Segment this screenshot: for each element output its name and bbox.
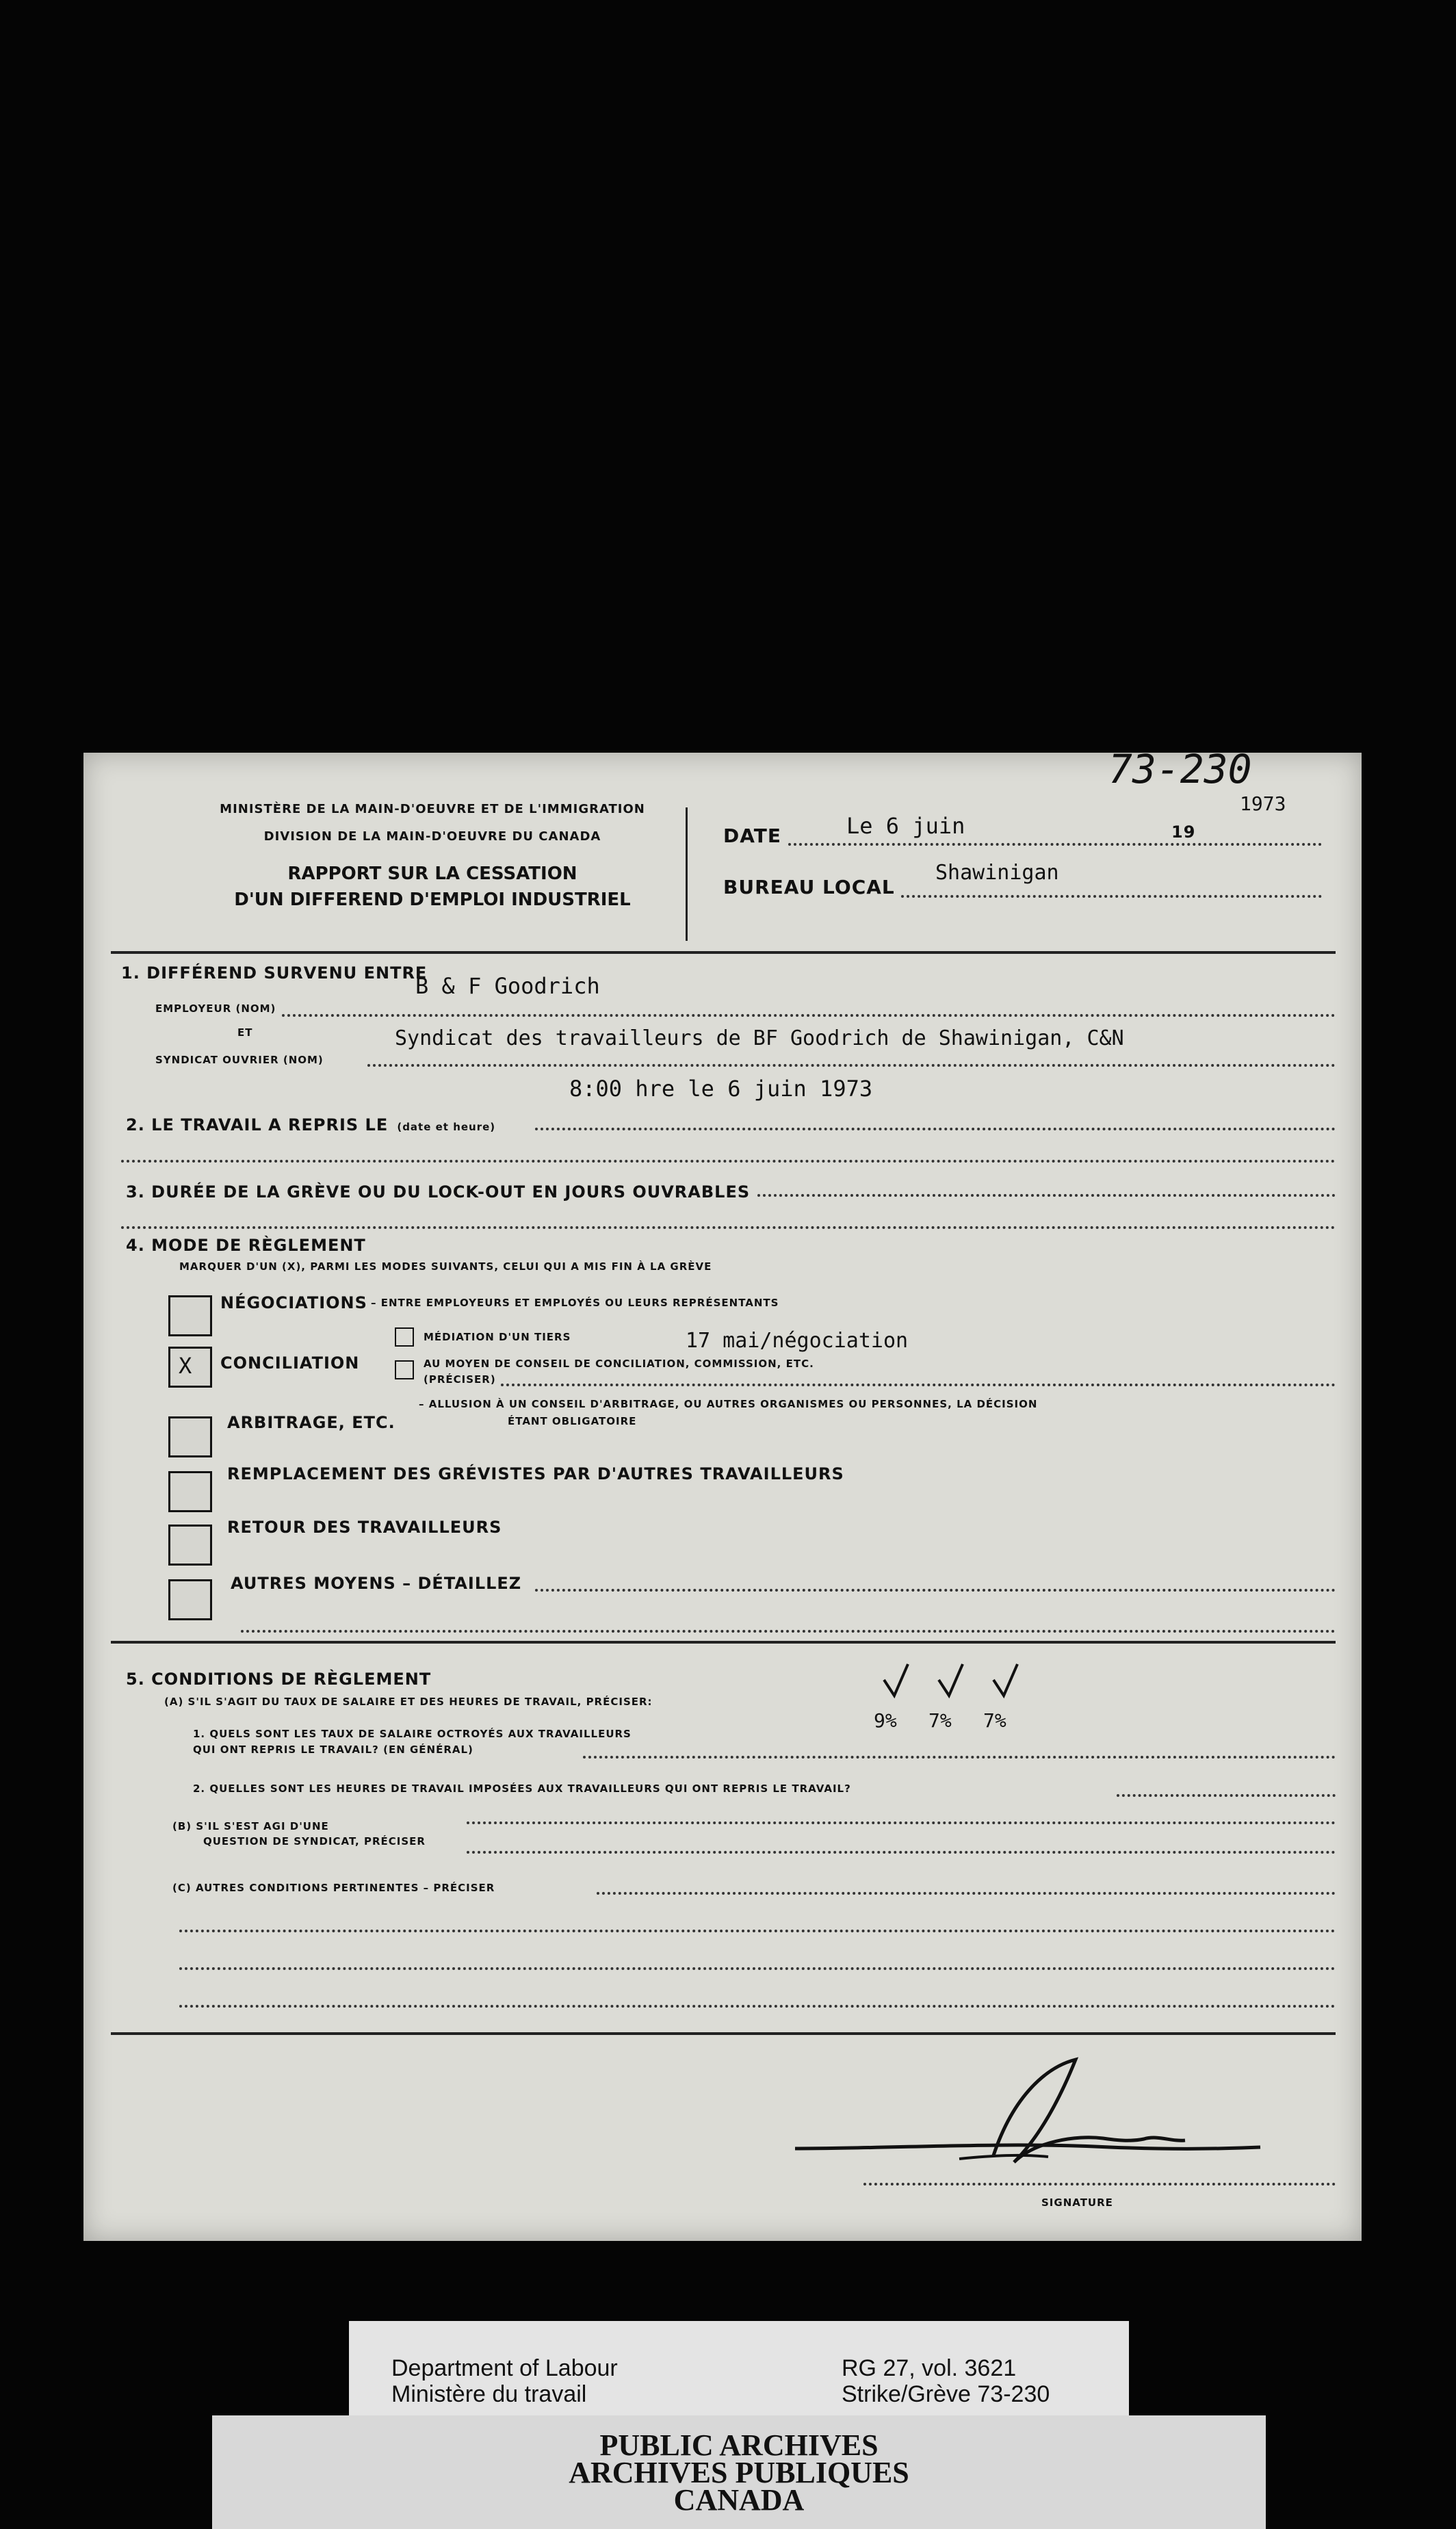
archive-stamp (212, 2415, 1266, 2529)
negociations-label: NÉGOCIATIONS (220, 1293, 367, 1312)
section5-a-line: (A) S'IL S'AGIT DU TAUX DE SALAIRE ET DES HEURES DE TRAVAIL, PRÉCISER: (164, 1696, 653, 1708)
c-line-d (179, 2005, 1336, 2008)
report-form (83, 753, 1362, 2241)
bottom-rule (111, 2032, 1336, 2035)
stamp-line-2: ARCHIVES PUBLIQUES (569, 2456, 909, 2489)
autres-line-2 (241, 1630, 1336, 1633)
conseil-line (501, 1384, 1336, 1386)
duration-line (757, 1194, 1336, 1197)
ministry-line-2: DIVISION DE LA MAIN-D'OEUVRE DU CANADA (263, 829, 601, 844)
preciser-label: (PRÉCISER) (424, 1373, 496, 1386)
q1-line-2: QUI ONT REPRIS LE TRAVAIL? (EN GÉNÉRAL) (193, 1743, 473, 1756)
q1-line (583, 1756, 1336, 1759)
conciliation-note[interactable]: 17 mai/négociation (686, 1329, 909, 1353)
q1-line-1: 1. QUELS SONT LES TAUX DE SALAIRE OCTROYÉS AUX TRAVAILLEURS (193, 1728, 632, 1740)
section4-title: 4. MODE DE RÈGLEMENT (126, 1236, 366, 1255)
signature-label: SIGNATURE (1041, 2196, 1113, 2209)
checkmark-icon (939, 1664, 963, 1696)
employer-label: EMPLOYEUR (NOM) (155, 1002, 276, 1015)
rate-2[interactable]: 7% (928, 1709, 952, 1732)
form-title-1: RAPPORT SUR LA CESSATION (287, 864, 577, 884)
section2-hint: (date et heure) (397, 1121, 496, 1133)
employer-line (282, 1014, 1336, 1017)
arbitrage-desc-1: – ALLUSION À UN CONSEIL D'ARBITRAGE, OU AUTRES ORGANISMES OU PERSONNES, LA DÉCISION (419, 1398, 1038, 1410)
rate-3[interactable]: 7% (983, 1709, 1006, 1732)
section3-title: 3. DURÉE DE LA GRÈVE OU DU LOCK-OUT EN JOURS OUVRABLES (126, 1182, 751, 1202)
header-rule (111, 951, 1336, 954)
conciliation-label: CONCILIATION (220, 1353, 360, 1373)
date-value[interactable]: Le 6 juin (846, 813, 965, 839)
section5-rule (111, 1641, 1336, 1644)
checkbox-remplacement[interactable] (168, 1471, 212, 1512)
stamp-line-1: PUBLIC ARCHIVES (599, 2428, 879, 2462)
arbitrage-desc-2: ÉTANT OBLIGATOIRE (508, 1415, 637, 1427)
b-line-a (467, 1821, 1336, 1824)
checkbox-mediation[interactable] (395, 1327, 414, 1347)
duration-line-2 (121, 1226, 1336, 1229)
resumed-line (535, 1128, 1336, 1130)
q2-line (1117, 1794, 1336, 1797)
checkmark-icon (993, 1664, 1017, 1696)
conseil-label: AU MOYEN DE CONSEIL DE CONCILIATION, COMMISSION, ETC. (424, 1358, 814, 1370)
signature-mark (788, 2053, 1281, 2210)
b-line-2: QUESTION DE SYNDICAT, PRÉCISER (203, 1835, 426, 1847)
c-line-b (179, 1930, 1336, 1932)
checkbox-negociations[interactable] (168, 1295, 212, 1336)
archive-ref-2: Strike/Grève 73-230 (842, 2381, 1050, 2407)
year-prefix: 19 (1171, 822, 1196, 842)
section4-instruction: MARQUER D'UN (X), PARMI LES MODES SUIVANTS, CELUI QUI A MIS FIN À LA GRÈVE (179, 1260, 712, 1273)
conciliation-mark: X (179, 1353, 192, 1379)
rate-1[interactable]: 9% (874, 1709, 897, 1732)
retour-label: RETOUR DES TRAVAILLEURS (227, 1518, 502, 1537)
c-line: (C) AUTRES CONDITIONS PERTINENTES – PRÉCISER (172, 1882, 495, 1894)
signature-line (863, 2183, 1336, 2186)
date-label: DATE (723, 825, 781, 847)
b-line-1: (B) S'IL S'EST AGI D'UNE (172, 1820, 329, 1832)
arbitrage-label: ARBITRAGE, ETC. (227, 1413, 395, 1432)
section1-title: 1. DIFFÉREND SURVENU ENTRE (121, 963, 428, 983)
section2-heading (126, 1115, 495, 1134)
q2-label: 2. QUELLES SONT LES HEURES DE TRAVAIL IMPOSÉES AUX TRAVAILLEURS QUI ONT REPRIS LE TRAVAIL? (193, 1782, 851, 1795)
dept-fr: Ministère du travail (391, 2381, 587, 2407)
checkbox-conseil[interactable] (395, 1360, 414, 1379)
remplacement-label: REMPLACEMENT DES GRÉVISTES PAR D'AUTRES TRAVAILLEURS (227, 1464, 844, 1483)
stamp-line-3: CANADA (673, 2483, 805, 2517)
autres-line (535, 1589, 1336, 1592)
union-label: SYNDICAT OUVRIER (NOM) (155, 1054, 324, 1066)
mediation-label: MÉDIATION D'UN TIERS (424, 1331, 571, 1343)
b-line-b (467, 1851, 1336, 1854)
employer-value[interactable]: B & F Goodrich (415, 973, 600, 999)
negociations-desc: – ENTRE EMPLOYEURS ET EMPLOYÉS OU LEURS REPRÉSENTANTS (371, 1297, 779, 1309)
union-value[interactable]: Syndicat des travailleurs de BF Goodrich de Shawinigan, C&N (395, 1026, 1124, 1050)
checkbox-autres[interactable] (168, 1579, 212, 1620)
checkbox-arbitrage[interactable] (168, 1416, 212, 1457)
c-line-a (597, 1892, 1336, 1895)
date-line (788, 843, 1322, 846)
checkmark-icon (884, 1664, 908, 1696)
ministry-line-1: MINISTÈRE DE LA MAIN-D'OEUVRE ET DE L'IMMIGRATION (220, 802, 645, 816)
checkbox-conciliation[interactable] (168, 1347, 212, 1388)
archive-ref-1: RG 27, vol. 3621 (842, 2355, 1017, 2381)
checkbox-retour[interactable] (168, 1525, 212, 1566)
dept-en: Department of Labour (391, 2355, 618, 2381)
bureau-value[interactable]: Shawinigan (935, 861, 1059, 885)
year-value[interactable]: 1973 (1240, 792, 1286, 815)
union-line (367, 1064, 1336, 1067)
file-number: 73-230 (1108, 746, 1252, 792)
autres-label: AUTRES MOYENS – DÉTAILLEZ (231, 1574, 522, 1593)
bureau-line (901, 895, 1322, 898)
c-line-c (179, 1967, 1336, 1970)
section2-title: 2. LE TRAVAIL A REPRIS LE (126, 1115, 389, 1134)
et-label: ET (237, 1026, 253, 1039)
header-divider (686, 807, 688, 941)
checkmarks (870, 1656, 1048, 1704)
section5-title: 5. CONDITIONS DE RÈGLEMENT (126, 1670, 432, 1689)
form-title-2: D'UN DIFFEREND D'EMPLOI INDUSTRIEL (234, 890, 631, 910)
resumed-line-2 (121, 1160, 1336, 1163)
bureau-label: BUREAU LOCAL (723, 876, 895, 898)
resumed-value[interactable]: 8:00 hre le 6 juin 1973 (569, 1076, 873, 1102)
